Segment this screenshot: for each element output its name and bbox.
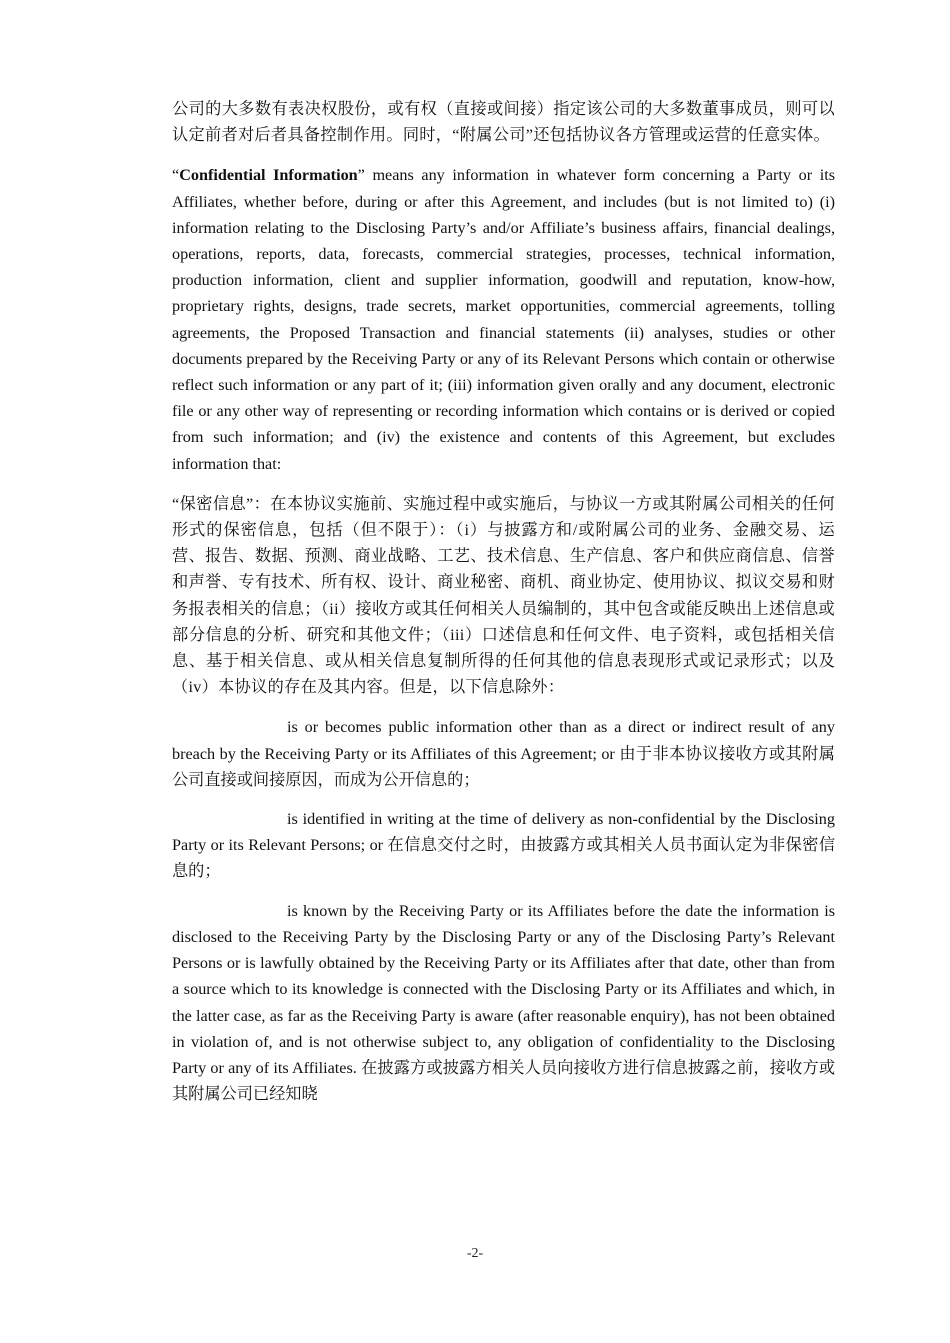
exclusion-text-en: is known by the Receiving Party or its Affiliates before the date the information is disclosed to the Receiving Party by the Disclosing Party or any of the Disclosing Party’s Relevant Persons or is lawfully obtained by the Receiving Party or its Affiliates after that date, other than from a source which to its knowledge is connected with the Disclosing Party or its Affiliates and which, in the latter case, as far as the Receiving Party is aware (after reasonable enquiry), has not been obtained in violation of, and is not otherwise subject to, any obligation of confidentiality to the Disclosing Party or any of its Affiliates. <box>172 901 835 1077</box>
exclusion-text-cn: 由于非本协议接收方或其附属公司直接或间接原因，而成为公开信息的； <box>172 744 835 789</box>
exclusion-text-cn: 在信息交付之时，由披露方或其相关人员书面认定为非保密信息的； <box>172 836 836 881</box>
exclusion-item-3 <box>172 898 835 1108</box>
confidential-information-definition-en <box>172 162 835 476</box>
definition-body: ” means any information in whatever form concerning a Party or its Affiliates, whether before, during or after this Agreement, and includes (but is not limited to) (i) information relating to the Disclosing Party’s and/or Affiliate’s business affairs, financial dealings, operations, reports, data, forecasts, commercial strategies, processes, technical information, production information, client and supplier information, goodwill and reputation, know-how, proprietary rights, designs, trade secrets, market opportunities, commercial agreements, tolling agreements, the Proposed Transaction and financial statements (ii) analyses, studies or other documents prepared by the Receiving Party or any of its Relevant Persons which contain or otherwise reflect such information or any part of it; (iii) information given orally and any document, electronic file or any other way of representing or recording information which contains or is derived or copied from such information; and (iv) the existence and contents of this Agreement, but excludes information that: <box>172 166 835 473</box>
exclusion-item-2 <box>172 806 835 885</box>
exclusion-text-en: is identified in writing at the time of delivery as non-confidential by the Disclosing Party or its Relevant Persons; or <box>172 810 835 855</box>
document-page <box>172 96 835 1120</box>
exclusion-item-1 <box>172 714 835 793</box>
open-quote: “ <box>172 166 180 185</box>
exclusion-text-en: is or becomes public information other than as a direct or indirect result of any breach by the Receiving Party or its Affiliates of this Agreement; or <box>172 718 835 763</box>
affiliate-definition-cn: 公司的大多数有表决权股份，或有权（直接或间接）指定该公司的大多数董事成员，则可以认定前者对后者具备控制作用。同时，“附属公司”还包括协议各方管理或运营的任意实体。 <box>172 100 835 145</box>
defined-term: Confidential Information <box>179 166 358 185</box>
page-number: -2- <box>466 1246 484 1261</box>
confidential-information-definition-cn: “保密信息”：在本协议实施前、实施过程中或实施后，与协议一方或其附属公司相关的任何形式的保密信息，包括（但不限于）：（i）与披露方和/或附属公司的业务、金融交易、运营、报告、数据、预测、商业战略、工艺、技术信息、生产信息、客户和供应商信息、信誉和声誉、专有技术、所有权、设计、商业秘密、商机、商业协定、使用协议、拟议交易和财务报表相关的信息；（ii）接收方或其任何相关人员编制的，其中包含或能反映出上述信息或部分信息的分析、研究和其他文件；（iii）口述信息和任何文件、电子资料，或包括相关信息、基于相关信息、或从相关信息复制所得的任何其他的信息表现形式或记录形式；以及（iv）本协议的存在及其内容。但是，以下信息除外： <box>172 494 835 697</box>
exclusion-text-cn: 在披露方或披露方相关人员向接收方进行信息披露之前，接收方或其附属公司已经知晓 <box>172 1058 836 1104</box>
